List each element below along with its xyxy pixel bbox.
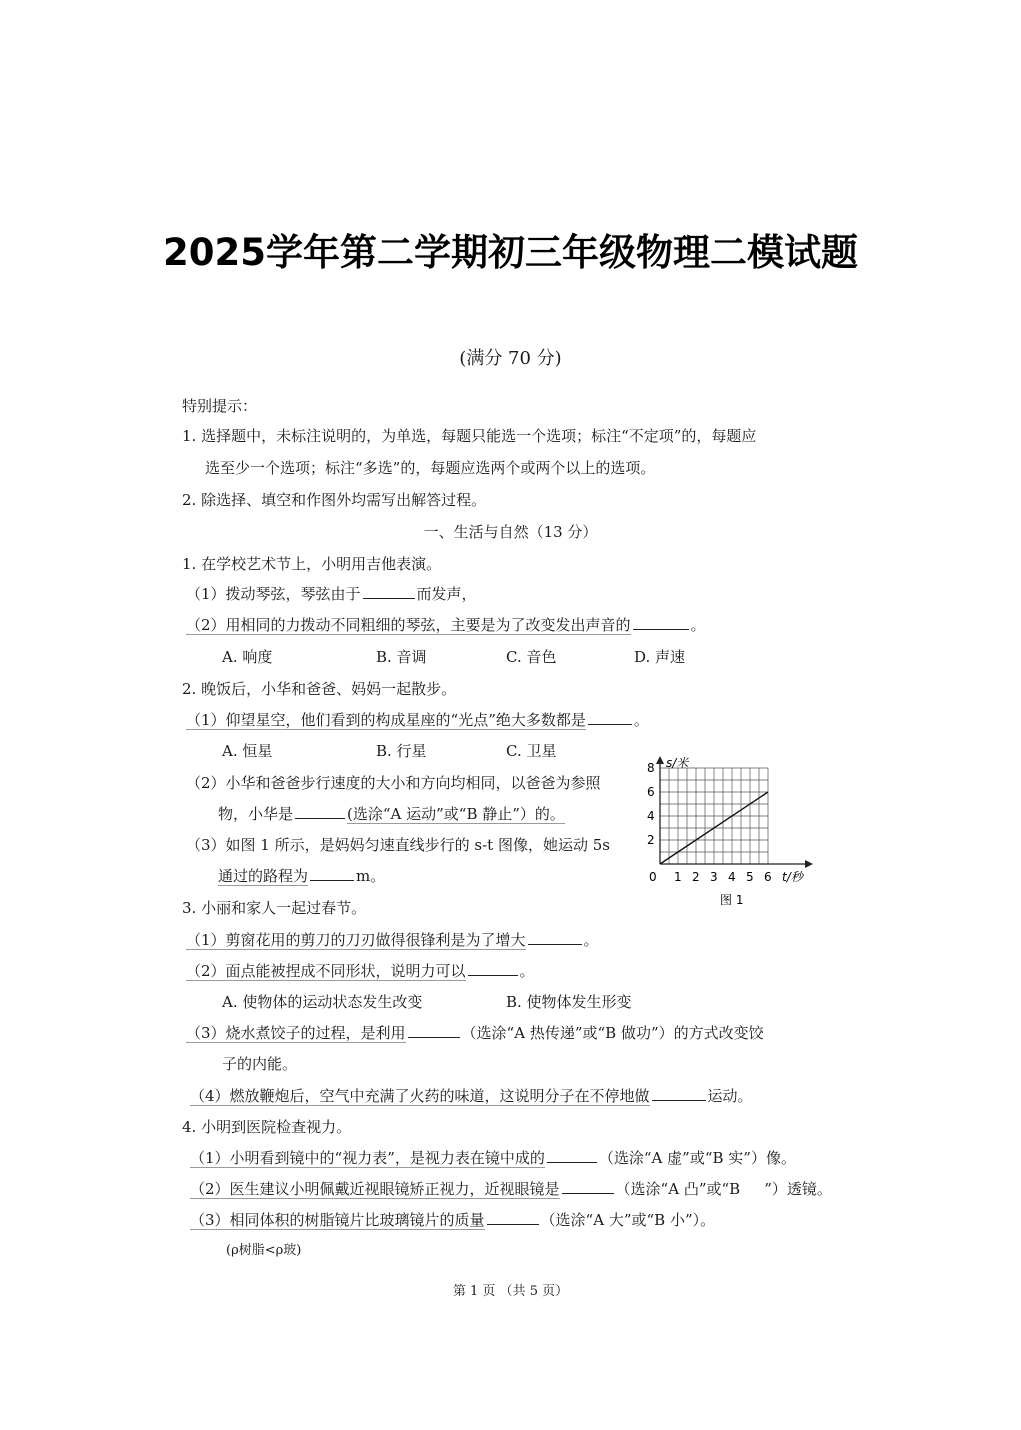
x-tick-label: 6 [764,870,772,884]
q4-part3 [190,1209,715,1230]
q3-stem: 3. 小丽和家人一起过春节。 [182,899,367,917]
q3-option-a[interactable]: A. 使物体的运动状态发生改变 [222,993,423,1011]
q2-part3-text: 通过的路程为 [218,867,309,885]
x-tick-label: 4 [728,870,736,884]
y-tick-label: 8 [647,761,655,775]
y-tick-label: 6 [647,785,655,799]
q1-part2-blank[interactable] [633,628,689,630]
q1-part2-text-end: 。 [690,616,706,634]
q4-part1-choice: （选涂“A 虚”或“B 实”）像。 [598,1149,796,1167]
q3-part3-cont: 子的内能。 [222,1055,298,1073]
q3-option-b[interactable]: B. 使物体发生形变 [506,993,632,1011]
q3-part3-blank[interactable] [408,1036,460,1038]
q3-part1 [186,929,599,950]
exam-title: 2025学年第二学期初三年级物理二模试题 [163,231,858,274]
q2-part2-cont [218,803,565,824]
q4-density-note: (ρ树脂<ρ玻) [226,1243,302,1258]
graph-origin: 0 [649,870,657,884]
q2-part3-cont [218,865,385,886]
x-tick-label: 3 [710,870,718,884]
q3-part4 [190,1085,753,1106]
q4-stem: 4. 小明到医院检查视力。 [182,1118,352,1136]
q4-part1 [190,1147,796,1168]
notice-heading: 特别提示： [182,397,258,415]
q3-part3-text: （3）烧水煮饺子的过程，是利用 [186,1024,406,1042]
graph-xlabel: t/秒 [782,870,803,884]
q4-part2-choice-end: ”）透镜。 [764,1180,832,1198]
page-footer: 第 1 页 （共 5 页） [452,1284,569,1299]
x-tick-label: 1 [674,870,682,884]
q3-part1-text-end: 。 [583,931,599,949]
q3-part2 [186,960,535,981]
q1-part1 [186,583,477,604]
q4-part2-choice: （选涂“A 凸”或“B [615,1180,741,1198]
q2-option-b[interactable]: B. 行星 [376,742,427,760]
q3-part2-text-end: 。 [519,962,535,980]
figure-1-st-graph [640,752,820,912]
q1-part2-text: （2）用相同的力拨动不同粗细的琴弦，主要是为了改变发出声音的 [186,616,631,634]
graph-ylabel: s/米 [666,756,689,770]
q3-part2-text: （2）面点能被捏成不同形状，说明力可以 [186,962,466,980]
q1-option-c[interactable]: C. 音色 [506,648,557,666]
section-heading: 一、生活与自然（13 分） [423,523,598,541]
q4-part3-choice: （选涂“A 大”或“B 小”）。 [540,1211,716,1229]
x-axis-arrow [805,860,813,868]
q3-part4-text-end: 运动。 [707,1087,753,1105]
q1-stem: 1. 在学校艺术节上，小明用吉他表演。 [182,555,442,573]
q2-part2-text: 物，小华是 [218,805,294,823]
q3-part3-choice: （选涂“A 热传递”或“B 做功”）的方式改变饺 [461,1024,764,1042]
q3-part1-text: （1）剪窗花用的剪刀的刀刃做得很锋利是为了增大 [186,931,526,949]
q1-part1-text-end: 而发声， [416,585,477,603]
q2-part2-blank[interactable] [295,817,345,819]
q2-part2-choice: (选涂“A 运动”或“B 静止”）的。 [347,805,565,823]
q1-option-a[interactable]: A. 响度 [222,648,273,666]
graph-grid [660,768,768,864]
q4-part1-blank[interactable] [547,1161,597,1163]
q4-part1-text: （1）小明看到镜中的“视力表”，是视力表在镜中成的 [190,1149,545,1167]
q1-part1-text: （1）拨动琴弦，琴弦由于 [186,585,361,603]
q2-part3-blank[interactable] [310,879,354,881]
q2-part2: （2）小华和爸爸步行速度的大小和方向均相同，以爸爸为参照 [186,774,601,792]
q3-part4-blank[interactable] [652,1099,706,1101]
q1-option-b[interactable]: B. 音调 [376,648,427,666]
q2-option-c[interactable]: C. 卫星 [506,742,557,760]
graph-ticks [647,761,772,884]
q2-part1-text: （1）仰望星空，他们看到的构成星座的“光点”绝大多数都是 [186,711,586,729]
y-tick-label: 4 [647,809,655,823]
q4-part2-blank[interactable] [562,1192,614,1194]
q2-part1-blank[interactable] [588,723,632,725]
y-axis-arrow [656,756,664,764]
x-tick-label: 5 [746,870,754,884]
y-tick-label: 2 [647,833,655,847]
figure-caption: 图 1 [720,893,744,907]
notice-item-1: 1. 选择题中，未标注说明的，为单选，每题只能选一个选项；标注“不定项”的，每题应 [182,427,757,445]
q2-part3-unit: m。 [356,867,386,885]
q1-option-d[interactable]: D. 声速 [634,648,686,666]
q3-part2-blank[interactable] [468,974,518,976]
q3-part3 [186,1022,764,1043]
q2-part1 [186,709,649,730]
q4-part2 [190,1178,832,1199]
notice-item-1-cont: 选至少一个选项；标注“多选”的，每题应选两个或两个以上的选项。 [205,459,656,477]
q2-part3: （3）如图 1 所示，是妈妈匀速直线步行的 s-t 图像，她运动 5s [186,836,610,854]
q4-part2-text: （2）医生建议小明佩戴近视眼镜矫正视力，近视眼镜是 [190,1180,560,1198]
q2-stem: 2. 晚饭后，小华和爸爸、妈妈一起散步。 [182,680,457,698]
q3-part1-blank[interactable] [528,943,582,945]
q4-part3-text: （3）相同体积的树脂镜片比玻璃镜片的质量 [190,1211,485,1229]
q3-part4-text: （4）燃放鞭炮后，空气中充满了火药的味道，这说明分子在不停地做 [190,1087,650,1105]
q2-option-a[interactable]: A. 恒星 [222,742,273,760]
q1-part2 [186,614,706,635]
notice-item-2: 2. 除选择、填空和作图外均需写出解答过程。 [182,491,487,509]
q2-part1-text-end: 。 [633,711,649,729]
q1-part1-blank[interactable] [363,597,415,599]
q4-part3-blank[interactable] [487,1223,539,1225]
full-score: (满分 70 分) [459,348,562,369]
x-tick-label: 2 [692,870,700,884]
